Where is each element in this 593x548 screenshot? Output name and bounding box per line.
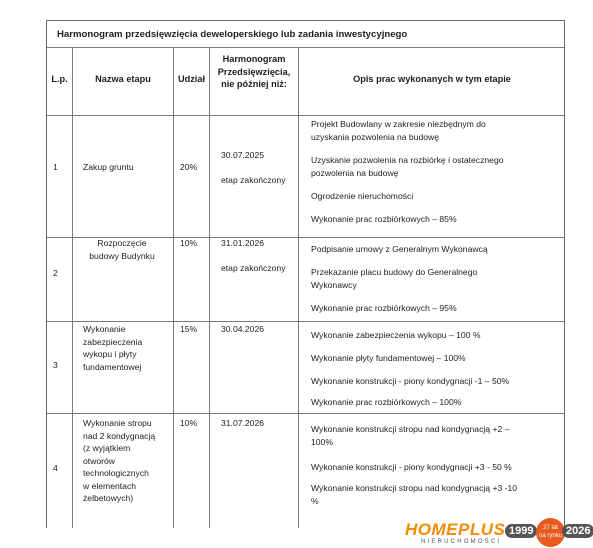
divider (47, 413, 564, 414)
row-3-share: 15% (180, 324, 198, 334)
row-3-desc-1: Wykonanie zabezpieczenia wykopu – 100 % (311, 330, 481, 340)
row-2-status: etap zakończony (221, 263, 286, 273)
row-4-share: 10% (180, 418, 198, 428)
table-title: Harmonogram przedsięwzięcia deweloperskiego lub zadania inwestycyjnego (57, 29, 408, 40)
divider (72, 47, 73, 528)
row-4-desc-2: Wykonanie konstrukcji - piony kondygnacji +3 - 50 % (311, 462, 512, 472)
logo-anniversary-badge: 27 lat na rynku (536, 518, 565, 547)
divider (173, 47, 174, 528)
row-1-desc-3: Ogrodzenie nieruchomości (311, 191, 414, 201)
row-4-date: 31.07.2026 (221, 418, 265, 428)
row-2-desc-3: Wykonanie prac rozbiórkowych – 95% (311, 303, 457, 313)
row-3-lp: 3 (53, 360, 58, 370)
divider (298, 47, 299, 528)
header-share: Udział (177, 74, 206, 84)
row-2-date: 31.01.2026 (221, 238, 265, 248)
row-1-date: 30.07.2025 (221, 150, 265, 160)
row-4-stage: Wykonanie stropu nad 2 kondygnacją (z wyjątkiem otworów technologicznych w elementach żelbetowych) (83, 418, 156, 503)
homeplus-logo (405, 518, 593, 548)
row-2-desc-2: Przekazanie placu budowy do Generalnego Wykonawcy (311, 267, 478, 290)
logo-year-start: 1999 (505, 524, 537, 538)
header-stage: Nazwa etapu (95, 74, 151, 84)
row-3-desc-4: Wykonanie prac rozbiórkowych – 100% (311, 397, 462, 407)
divider (209, 47, 210, 528)
divider (47, 321, 564, 322)
schedule-table (46, 20, 565, 528)
row-3-stage: Wykonanie zabezpieczenia wykopu i płyty fundamentowej (83, 324, 143, 372)
logo-year-end: 2026 (562, 524, 593, 538)
header-description: Opis prac wykonanych w tym etapie (353, 74, 511, 84)
header-lp: L.p. (51, 74, 68, 84)
row-1-lp: 1 (53, 162, 58, 172)
row-1-desc-2: Uzyskanie pozwolenia na rozbiórkę i ostatecznego pozwolenia na budowę (311, 155, 504, 178)
logo-brand: HOMEPLUS (405, 520, 506, 539)
row-1-status: etap zakończony (221, 175, 286, 185)
row-1-desc-1: Projekt Budowlany w zakresie niezbędnym do uzyskania pozwolenia na budowę (311, 119, 486, 142)
row-3-date: 30.04.2026 (221, 324, 265, 334)
header-schedule: Harmonogram Przedsięwzięcia, nie później niż: (217, 54, 291, 89)
row-3-desc-3: Wykonanie konstrukcji - piony kondygnacji -1 – 50% (311, 376, 510, 386)
row-2-share: 10% (180, 238, 198, 248)
divider (47, 115, 564, 116)
row-1-stage: Zakup gruntu (83, 162, 134, 172)
row-4-lp: 4 (53, 463, 58, 473)
row-2-desc-1: Podpisanie umowy z Generalnym Wykonawcą (311, 244, 488, 254)
row-1-share: 20% (180, 162, 198, 172)
row-1-desc-4: Wykonanie prac rozbiórkowych – 85% (311, 214, 457, 224)
row-4-desc-1: Wykonanie konstrukcji stropu nad kondygnacją +2 – 100% (311, 424, 510, 447)
row-3-desc-2: Wykonanie płyty fundamentowej – 100% (311, 353, 466, 363)
row-2-stage: Rozpoczęcie budowy Budynku (89, 238, 155, 261)
logo-subtitle: NIERUCHOMOŚCI (421, 539, 502, 545)
row-4-desc-3: Wykonanie konstrukcji stropu nad kondygnacją +3 -10 % (311, 483, 518, 506)
row-2-lp: 2 (53, 268, 58, 278)
divider (47, 47, 564, 48)
